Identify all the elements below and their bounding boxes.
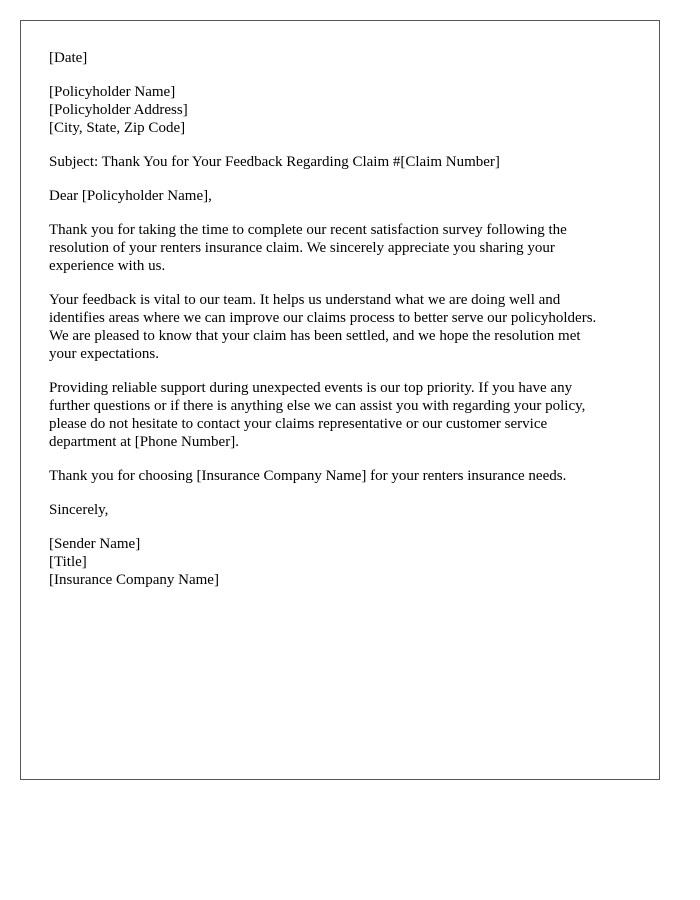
paragraph-line: Thank you for choosing [Insurance Company Name] for your renters insurance needs. <box>49 468 567 484</box>
sender-title: [Title] <box>49 554 87 570</box>
paragraph-line: Providing reliable support during unexpected events is our top priority. If you have any <box>49 380 573 396</box>
letter-date: [Date] <box>49 50 88 66</box>
recipient-address: [Policyholder Address] <box>49 102 188 118</box>
letter-salutation: Dear [Policyholder Name], <box>49 188 212 204</box>
recipient-city-state-zip: [City, State, Zip Code] <box>49 120 186 136</box>
signature-block <box>49 535 639 589</box>
paragraph-2 <box>49 291 639 363</box>
paragraph-line: identifies areas where we can improve our claims process to better serve our policyholders. <box>49 310 597 326</box>
paragraph-line: experience with us. <box>49 258 166 274</box>
paragraph-1 <box>49 221 639 275</box>
paragraph-line: resolution of your renters insurance claim. We sincerely appreciate you sharing your <box>49 240 555 256</box>
paragraph-line: Thank you for taking the time to complete our recent satisfaction survey following the <box>49 222 567 238</box>
letter-closing: Sincerely, <box>49 502 109 518</box>
paragraph-4 <box>49 467 639 485</box>
sender-name: [Sender Name] <box>49 536 141 552</box>
paragraph-line: Your feedback is vital to our team. It helps us understand what we are doing well and <box>49 292 561 308</box>
sender-company: [Insurance Company Name] <box>49 572 219 588</box>
letter-subject: Subject: Thank You for Your Feedback Regarding Claim #[Claim Number] <box>49 154 500 170</box>
paragraph-line: your expectations. <box>49 346 159 362</box>
letter-page <box>20 20 660 780</box>
paragraph-3 <box>49 379 639 451</box>
date-block <box>49 49 639 67</box>
recipient-name: [Policyholder Name] <box>49 84 176 100</box>
paragraph-line: further questions or if there is anything else we can assist you with regarding your policy, <box>49 398 586 414</box>
paragraph-line: department at [Phone Number]. <box>49 434 239 450</box>
paragraph-line: We are pleased to know that your claim has been settled, and we hope the resolution met <box>49 328 581 344</box>
paragraph-line: please do not hesitate to contact your claims representative or our customer service <box>49 416 548 432</box>
letter-body <box>49 49 639 605</box>
subject-block <box>49 153 639 171</box>
closing-block <box>49 501 639 519</box>
recipient-block <box>49 83 639 137</box>
salutation-block <box>49 187 639 205</box>
